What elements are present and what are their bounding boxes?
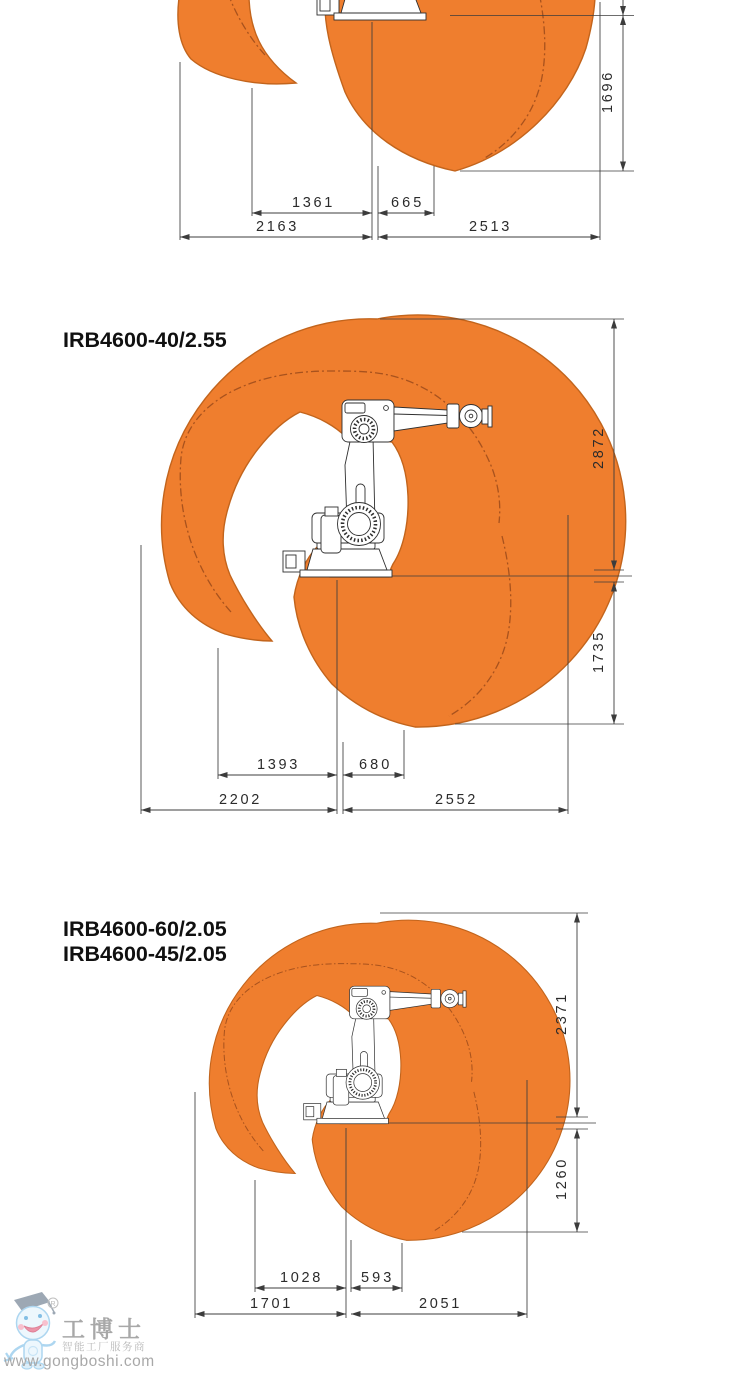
dim-label: 1361 bbox=[292, 195, 332, 211]
dim-label: 1028 bbox=[280, 1270, 320, 1286]
dim-label: 1696 bbox=[600, 73, 616, 113]
dim-label: 2163 bbox=[256, 219, 296, 235]
watermark-tagline: 智能工厂服务商 bbox=[62, 1341, 146, 1353]
dim-label: 2513 bbox=[469, 219, 509, 235]
dim-label: 2872 bbox=[591, 429, 607, 469]
watermark-brand: 工博士 bbox=[62, 1316, 146, 1343]
middle-title: IRB4600-40/2.55 bbox=[63, 328, 227, 352]
dim-label: 1260 bbox=[554, 1160, 570, 1200]
dim-label: 680 bbox=[359, 757, 389, 773]
dim-label: 2371 bbox=[554, 995, 570, 1035]
registered-mark-icon bbox=[48, 1298, 58, 1308]
dim-label: 2202 bbox=[219, 792, 259, 808]
dim-label: 593 bbox=[361, 1270, 391, 1286]
diagram-top bbox=[178, 0, 634, 240]
registered-mark-letter: R bbox=[50, 1300, 56, 1308]
top-envelope bbox=[178, 0, 595, 171]
dim-label: 1701 bbox=[250, 1296, 290, 1312]
dim-label: 2051 bbox=[419, 1296, 459, 1312]
dim-label: 665 bbox=[391, 195, 421, 211]
bottom-envelope-group bbox=[209, 920, 570, 1240]
bottom-title-1: IRB4600-60/2.05 bbox=[63, 917, 227, 941]
diagram-bottom bbox=[63, 913, 596, 1318]
dim-label: 1393 bbox=[257, 757, 297, 773]
bottom-title-2: IRB4600-45/2.05 bbox=[63, 942, 227, 966]
dim-label: 1735 bbox=[591, 633, 607, 673]
dim-label: 2552 bbox=[435, 792, 475, 808]
diagram-middle bbox=[63, 315, 632, 814]
watermark bbox=[3, 1292, 155, 1370]
watermark-url: www.gongboshi.com bbox=[4, 1353, 155, 1370]
top-envelope-main bbox=[325, 0, 595, 171]
